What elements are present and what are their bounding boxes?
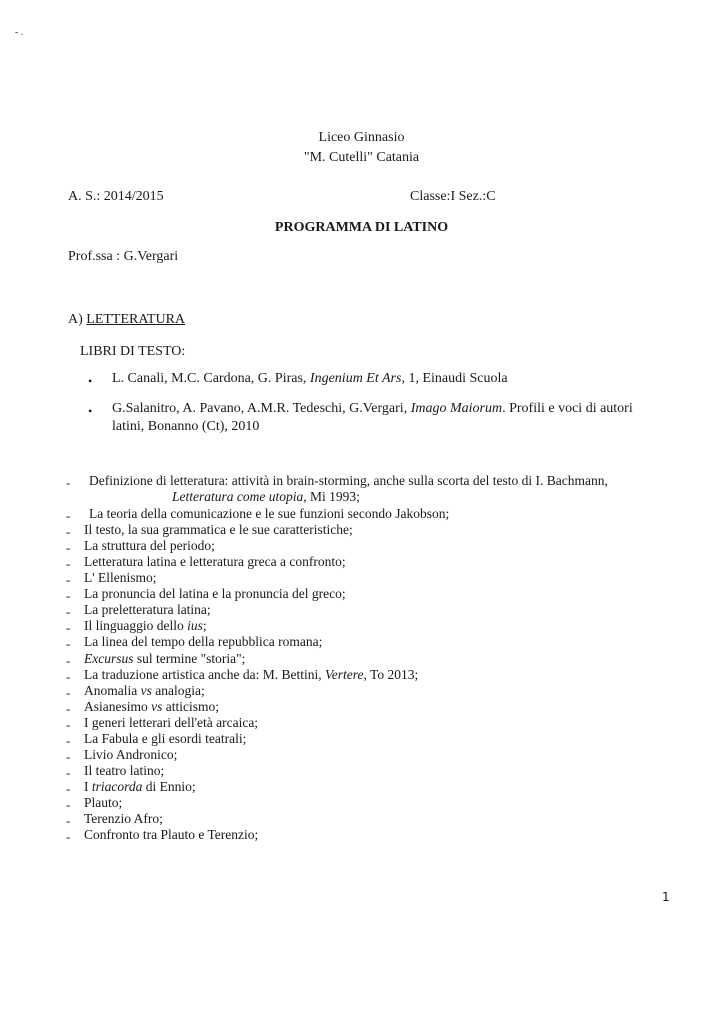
list-item: Excursus sul termine "storia";	[84, 651, 246, 666]
list-item: I triacorda di Ennio;	[84, 779, 196, 794]
list-dash: -	[66, 540, 71, 555]
list-item: I generi letterari dell'età arcaica;	[84, 715, 259, 730]
list-dash: -	[66, 781, 71, 796]
school-location: "M. Cutelli" Catania	[303, 150, 420, 165]
list-item: La teoria della comunicazione e le sue funzioni secondo Jakobson;	[89, 506, 450, 521]
list-dash: -	[66, 572, 71, 587]
list-dash: -	[66, 717, 71, 732]
list-item: La Fabula e gli esordi teatrali;	[84, 731, 247, 746]
class-info: Classe:I Sez.:C	[410, 189, 496, 204]
school-name: Liceo Ginnasio	[318, 130, 405, 145]
list-item: Plauto;	[84, 795, 123, 810]
list-item: Asianesimo vs atticismo;	[84, 699, 219, 714]
list-item: L' Ellenismo;	[84, 570, 157, 585]
list-dash: -	[66, 669, 71, 684]
list-dash: -	[66, 475, 71, 490]
textbook-item: G.Salanitro, A. Pavano, A.M.R. Tedeschi, G.Vergari, Imago Maiorum. Profili e voci di autori	[112, 401, 633, 416]
list-dash: -	[66, 749, 71, 764]
list-dash: -	[66, 797, 71, 812]
section-label: LETTERATURA	[86, 312, 186, 327]
teacher-name: Prof.ssa : G.Vergari	[68, 249, 179, 264]
list-item-continuation: Letteratura come utopia, Mi 1993;	[172, 489, 360, 504]
list-item: La linea del tempo della repubblica romana;	[84, 634, 323, 649]
list-item: Il linguaggio dello ius;	[84, 618, 207, 633]
list-item: Terenzio Afro;	[84, 811, 163, 826]
section-heading	[68, 313, 185, 327]
bullet-icon: •	[88, 404, 93, 418]
page-number: 1	[662, 890, 670, 904]
list-dash: -	[66, 813, 71, 828]
list-item: Anomalia vs analogia;	[84, 683, 205, 698]
list-item: Il teatro latino;	[84, 763, 165, 778]
list-dash: -	[66, 524, 71, 539]
textbook-item: L. Canali, M.C. Cardona, G. Piras, Ingenium Et Ars, 1, Einaudi Scuola	[112, 371, 508, 386]
textbook-item-continuation: latini, Bonanno (Ct), 2010	[112, 419, 260, 434]
list-item: Letteratura latina e letteratura greca a confronto;	[84, 554, 346, 569]
section-prefix: A)	[68, 312, 87, 327]
list-dash: -	[66, 733, 71, 748]
list-dash: -	[66, 829, 71, 844]
list-item: Livio Andronico;	[84, 747, 178, 762]
list-item: Definizione di letteratura: attività in brain-storming, anche sulla scorta del testo di I. Bachmann,	[89, 473, 608, 488]
list-dash: -	[66, 685, 71, 700]
list-dash: -	[66, 556, 71, 571]
list-dash: -	[66, 604, 71, 619]
list-item: Confronto tra Plauto e Terenzio;	[84, 827, 259, 842]
list-item: La preletteratura latina;	[84, 602, 211, 617]
list-dash: -	[66, 588, 71, 603]
corner-mark: - .	[15, 27, 24, 38]
list-item: La pronuncia del latina e la pronuncia del greco;	[84, 586, 346, 601]
document-title: PROGRAMMA DI LATINO	[274, 220, 449, 235]
list-dash: -	[66, 636, 71, 651]
list-dash: -	[66, 701, 71, 716]
list-dash: -	[66, 765, 71, 780]
list-item: La struttura del periodo;	[84, 538, 215, 553]
list-item: Il testo, la sua grammatica e le sue caratteristiche;	[84, 522, 353, 537]
list-dash: -	[66, 653, 71, 668]
textbooks-heading: LIBRI DI TESTO:	[80, 344, 186, 359]
list-dash: -	[66, 620, 71, 635]
list-item: La traduzione artistica anche da: M. Bettini, Vertere, To 2013;	[84, 667, 419, 682]
bullet-icon: •	[88, 374, 93, 388]
school-year: A. S.: 2014/2015	[68, 189, 164, 204]
list-dash: -	[66, 508, 71, 523]
